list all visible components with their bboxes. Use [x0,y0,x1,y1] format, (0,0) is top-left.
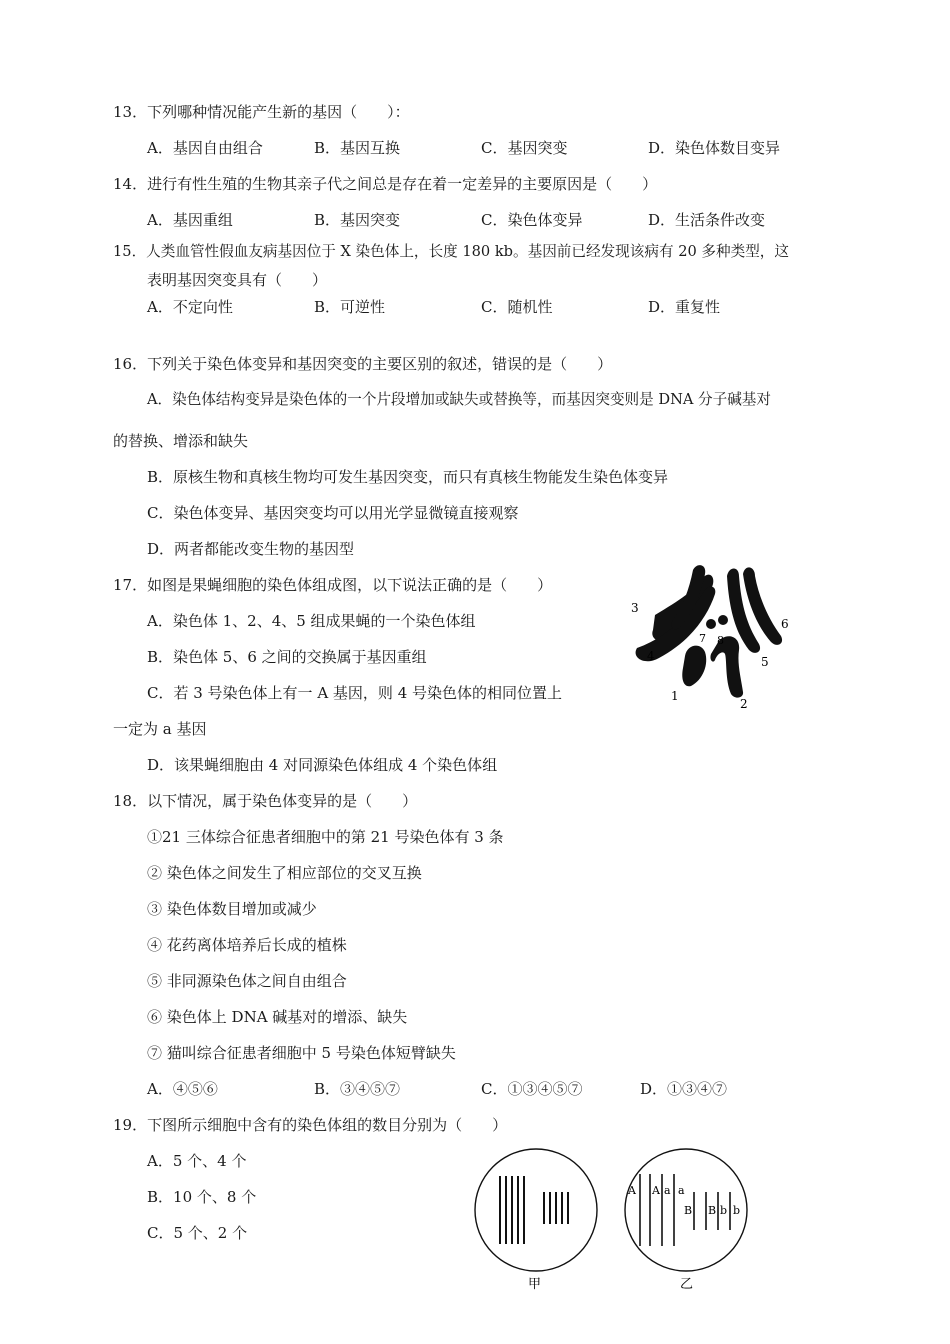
label-1: 1 [671,689,679,703]
label-2: 2 [740,697,748,711]
cell-yi-label: 乙 [680,1277,694,1292]
q14-option-b[interactable]: B．基因突变 [314,211,401,229]
chromosome-7 [706,619,716,629]
q18-option-d[interactable]: D．①③④⑦ [640,1080,728,1098]
q13-option-b[interactable]: B．基因互换 [314,139,401,157]
q18-item-1: ①21 三体综合征患者细胞中的第 21 号染色体有 3 条 [147,828,504,846]
chromosome-1 [682,646,706,687]
q14-option-d[interactable]: D．生活条件改变 [648,211,766,229]
q13-option-c[interactable]: C．基因突变 [481,139,568,157]
gene-B-1: B [684,1204,693,1217]
q19-option-c[interactable]: C．5 个、2 个 [147,1224,248,1242]
q15-stem-line2: 表明基因突变具有（ ） [147,271,328,289]
q16-option-d[interactable]: D．两者都能改变生物的基因型 [147,540,355,558]
q16-option-b[interactable]: B．原核生物和真核生物均可发生基因突变，而只有真核生物能发生染色体变异 [147,468,669,486]
q18-item-5: ⑤ 非同源染色体之间自由组合 [147,972,347,990]
q13-option-d[interactable]: D．染色体数目变异 [648,139,781,157]
q17-option-b[interactable]: B．染色体 5、6 之间的交换属于基因重组 [147,648,427,666]
q15-option-a[interactable]: A．不定向性 [147,298,233,316]
gene-a-1: a [664,1184,671,1197]
q18-option-c[interactable]: C．①③④⑤⑦ [481,1080,583,1098]
label-3: 3 [631,601,639,615]
q16-option-c[interactable]: C．染色体变异、基因突变均可以用光学显微镜直接观察 [147,504,519,522]
cell-jia-figure [470,1148,602,1298]
q18-stem: 18．以下情况，属于染色体变异的是（ ） [113,792,418,810]
fruit-fly-chromosome-figure [625,560,800,712]
q14-option-a[interactable]: A．基因重组 [147,211,233,229]
q13-option-a[interactable]: A．基因自由组合 [147,139,263,157]
label-8: 8 [717,634,724,647]
q15-option-b[interactable]: B．可逆性 [314,298,386,316]
cell-yi-figure [620,1148,752,1298]
label-6: 6 [781,617,789,631]
gene-a-2: a [678,1184,685,1197]
q18-item-3: ③ 染色体数目增加或减少 [147,900,317,918]
q17-option-d[interactable]: D．该果蝇细胞由 4 对同源染色体组成 4 个染色体组 [147,756,498,774]
q15-option-d[interactable]: D．重复性 [648,298,721,316]
gene-A-2: A [652,1184,660,1197]
label-7: 7 [699,632,706,645]
q18-item-2: ② 染色体之间发生了相应部位的交叉互换 [147,864,422,882]
q14-option-c[interactable]: C．染色体变异 [481,211,583,229]
gene-b-1: b [720,1204,728,1217]
gene-B-2: B [708,1204,717,1217]
label-4: 4 [647,649,655,663]
q18-item-6: ⑥ 染色体上 DNA 碱基对的增添、缺失 [147,1008,408,1026]
q17-stem: 17．如图是果蝇细胞的染色体组成图，以下说法正确的是（ ） [113,576,553,594]
cell-jia-label: 甲 [528,1277,542,1292]
q13-stem: 13．下列哪种情况能产生新的基因（ ）： [113,103,410,121]
q17-option-c-line2: 一定为 a 基因 [113,720,207,738]
q16-option-a-line1[interactable]: A．染色体结构变异是染色体的一个片段增加或缺失或替换等，而基因突变则是 DNA 分子碱基对 [147,391,771,408]
gene-A-1: A [628,1184,636,1197]
q18-option-a[interactable]: A．④⑤⑥ [147,1080,218,1098]
q15-option-c[interactable]: C．随机性 [481,298,553,316]
chromosome-8 [718,615,728,625]
q19-stem: 19．下图所示细胞中含有的染色体组的数目分别为（ ） [113,1116,508,1134]
q17-option-c-line1[interactable]: C．若 3 号染色体上有一 A 基因，则 4 号染色体的相同位置上 [147,684,563,702]
cell-jia-membrane [475,1149,597,1271]
q16-stem: 16．下列关于染色体变异和基因突变的主要区别的叙述，错误的是（ ） [113,355,613,373]
q19-option-b[interactable]: B．10 个、8 个 [147,1188,257,1206]
chromosome-2 [710,636,743,697]
q19-option-a[interactable]: A．5 个、4 个 [147,1152,247,1170]
q17-option-a[interactable]: A．染色体 1、2、4、5 组成果蝇的一个染色体组 [147,612,476,630]
q14-stem: 14．进行有性生殖的生物其亲子代之间总是存在着一定差异的主要原因是（ ） [113,175,658,193]
q18-item-4: ④ 花药离体培养后长成的植株 [147,936,347,954]
q15-stem-line1: 15．人类血管性假血友病基因位于 X 染色体上，长度 180 kb。基因前已经发现该病有 20 多种类型，这 [113,243,789,260]
q18-option-b[interactable]: B．③④⑤⑦ [314,1080,401,1098]
gene-b-2: b [733,1204,741,1217]
label-5: 5 [761,655,769,669]
q18-item-7: ⑦ 猫叫综合征患者细胞中 5 号染色体短臂缺失 [147,1044,456,1062]
q16-option-a-line2: 的替换、增添和缺失 [113,432,249,450]
